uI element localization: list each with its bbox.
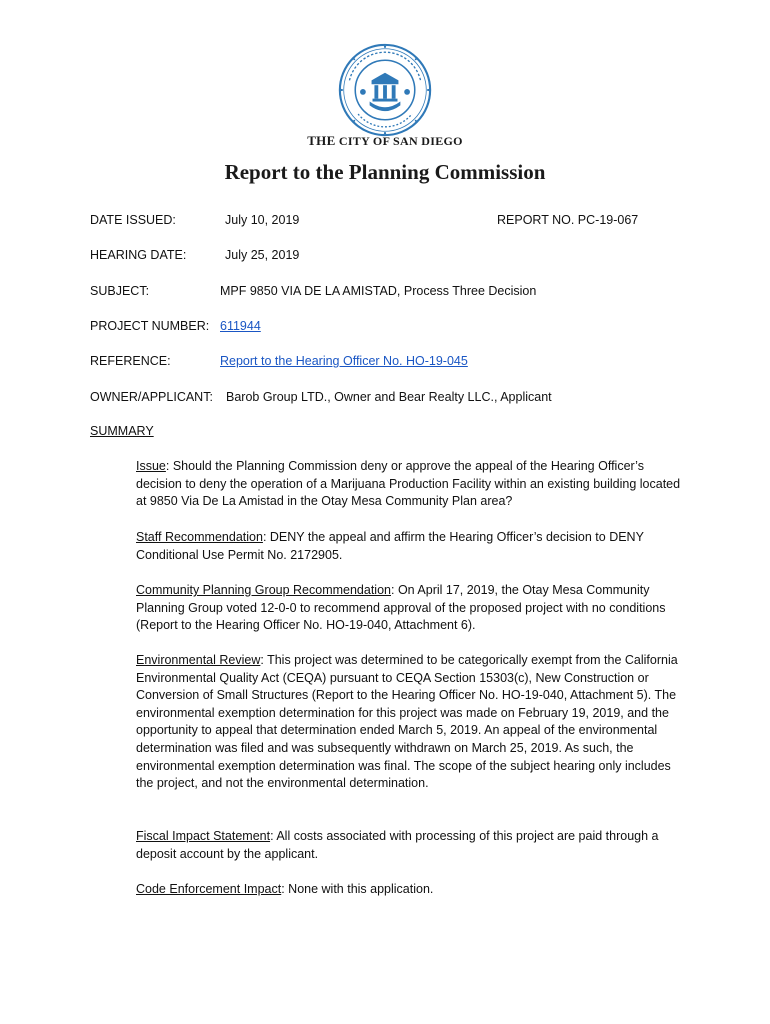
environmental-review-text: : This project was determined to be categorically exempt from the California Environmental Quality Act (CEQA) pursuant to CEQA Section 15303(c), New Construction or Conversion of Small Structures (Report to the Hearing Officer No. HO-19-040, Attachment 5). The environmental exemption determination for this project was made on February 19, 2019, and the opportunity to appeal that determination ended March 5, 2019. An appeal of the environmental determination was filed and was subsequently withdrawn on March 25, 2019. As such, the environmental exemption determination was final. The scope of the subject hearing only includes the project, and not the environmental determination. (136, 653, 678, 791)
environmental-review-paragraph (136, 652, 681, 793)
project-number-link[interactable]: 611944 (220, 319, 261, 333)
city-name: THE CITY OF SAN DIEGO (307, 133, 463, 148)
reference-link[interactable]: Report to the Hearing Officer No. HO-19-045 (220, 354, 468, 368)
subject-value: MPF 9850 VIA DE LA AMISTAD, Process Three Decision (220, 284, 537, 298)
fiscal-impact-heading: Fiscal Impact Statement (136, 829, 271, 843)
city-seal-icon (337, 42, 433, 138)
environmental-review-heading: Environmental Review (136, 653, 261, 667)
summary-heading: SUMMARY (90, 424, 154, 438)
owner-applicant-value: Barob Group LTD., Owner and Bear Realty LLC., Applicant (226, 390, 552, 404)
report-title: Report to the Planning Commission (224, 160, 546, 184)
reference-label: REFERENCE: (90, 354, 171, 368)
community-planning-paragraph (136, 582, 681, 635)
community-planning-text: : On April 17, 2019, the Otay Mesa Community Planning Group voted 12-0-0 to recommend approval of the proposed project with no conditions (Report to the Hearing Officer No. HO-19-040, Attachment 6). (136, 583, 666, 633)
hearing-date-value: July 25, 2019 (225, 248, 300, 262)
owner-applicant-label: OWNER/APPLICANT: (90, 390, 213, 404)
issue-paragraph (136, 458, 681, 511)
staff-recommendation-paragraph (136, 529, 681, 564)
report-number: REPORT NO. PC-19-067 (497, 213, 639, 227)
issue-heading: Issue (136, 459, 166, 473)
code-enforcement-paragraph (136, 881, 681, 899)
code-enforcement-heading: Code Enforcement Impact (136, 882, 282, 896)
fiscal-impact-text: : All costs associated with processing of this project are paid through a deposit account by the applicant. (136, 829, 659, 861)
date-issued-label: DATE ISSUED: (90, 213, 176, 227)
project-number-label: PROJECT NUMBER: (90, 319, 210, 333)
subject-label: SUBJECT: (90, 284, 150, 298)
issue-text: : Should the Planning Commission deny or approve the appeal of the Hearing Officer’s decision to deny the operation of a Marijuana Production Facility within an existing building located at 9850 Via De La Amistad in the Otay Mesa Community Plan area? (136, 459, 681, 509)
staff-recommendation-text: : DENY the appeal and affirm the Hearing Officer’s decision to DENY Conditional Use Permit No. 2172905. (136, 530, 644, 562)
hearing-date-label: HEARING DATE: (90, 248, 187, 262)
staff-recommendation-heading: Staff Recommendation (136, 530, 263, 544)
code-enforcement-text: : None with this application. (281, 882, 434, 896)
community-planning-heading: Community Planning Group Recommendation (136, 583, 391, 597)
date-issued-value: July 10, 2019 (225, 213, 300, 227)
fiscal-impact-paragraph (136, 828, 681, 863)
